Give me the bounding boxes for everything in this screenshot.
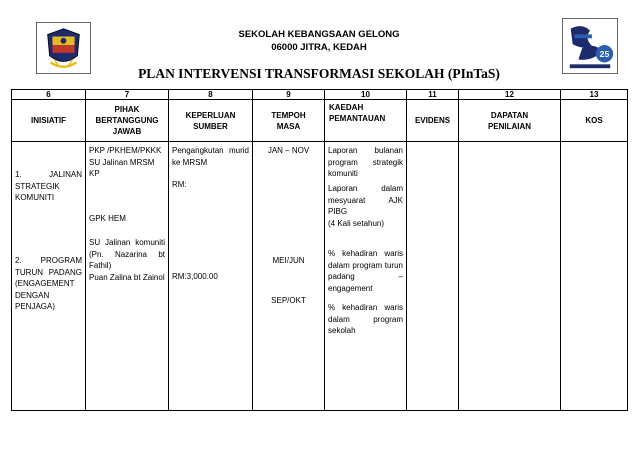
- text-line: padang –: [328, 272, 403, 281]
- plan-title: PLAN INTERVENSI TRANSFORMASI SEKOLAH (PInTaS): [138, 66, 500, 81]
- school-name: SEKOLAH KEBANGSAAN GELONG: [238, 29, 400, 40]
- text-line: (ENGAGEMENT: [15, 279, 75, 288]
- text-line: TURUN PADANG: [15, 267, 82, 277]
- header-evidens: EVIDENS: [407, 100, 459, 142]
- text-line: KOMUNITI: [15, 193, 55, 202]
- text-line: RM:3,000.00: [172, 272, 218, 281]
- column-number: 11: [407, 90, 459, 100]
- header-inisiatif: INISIATIF: [12, 100, 86, 142]
- cell-evidens: [407, 142, 459, 411]
- text-line: 1. JALINAN: [15, 170, 82, 179]
- text-line: engagement: [328, 283, 373, 293]
- text-line: ke MRSM: [172, 157, 208, 167]
- column-header-row: [12, 100, 628, 142]
- text-line: MEI/JUN: [272, 256, 305, 265]
- column-number: 7: [86, 90, 169, 100]
- header-kos: KOS: [561, 100, 628, 142]
- cell-kaedah-pemantauan: [325, 142, 407, 411]
- text-line: % kehadiran waris: [328, 249, 403, 258]
- header-keperluan-sumber: KEPERLUAN SUMBER: [169, 100, 253, 142]
- column-number: 12: [459, 90, 561, 100]
- column-number: 9: [253, 90, 325, 100]
- header-dapatan-penilaian: DAPATAN PENILAIAN: [459, 100, 561, 142]
- school-address: 06000 JITRA, KEDAH: [271, 42, 367, 53]
- column-number: 8: [169, 90, 253, 100]
- text-line: komuniti: [328, 169, 358, 178]
- text-line: JAN – NOV: [267, 146, 310, 155]
- text-line: SU Jalinan MRSM KP: [89, 157, 155, 178]
- text-line: DENGAN: [15, 290, 50, 300]
- header-pihak-bertanggungjawab: PIHAK BERTANGGUNG JAWAB: [86, 100, 169, 142]
- column-number-row: [12, 90, 628, 100]
- header-kaedah-pemantauan: KAEDAH PEMANTAUAN: [325, 100, 407, 142]
- column-number: 13: [561, 90, 628, 100]
- text-line: SU Jalinan komuniti: [89, 238, 165, 247]
- text-line: SEP/OKT: [271, 296, 306, 305]
- cell-tempoh-masa: [253, 142, 325, 411]
- svg-text:25: 25: [599, 49, 610, 60]
- column-number: 10: [325, 90, 407, 100]
- text-line: PENJAGA): [15, 302, 56, 311]
- intervention-plan-table: [11, 89, 628, 411]
- header-tempoh-masa: TEMPOH MASA: [253, 100, 325, 142]
- text-line: Fathil): [89, 261, 112, 270]
- text-line: Puan Zalina bt Zainol: [89, 272, 165, 282]
- text-line: (Pn. Nazarina bt: [89, 249, 165, 259]
- text-line: dalam program turun: [328, 260, 403, 270]
- text-line: Pengangkutan murid: [172, 146, 249, 155]
- cell-pihak-bertanggungjawab: [86, 142, 169, 411]
- text-line: program strategik: [328, 157, 403, 167]
- text-line: GPK HEM: [89, 214, 126, 223]
- cell-inisiatif: [12, 142, 86, 411]
- column-number: 6: [12, 90, 86, 100]
- text-line: dalam program: [328, 314, 403, 324]
- text-line: 2. PROGRAM: [15, 256, 82, 265]
- text-line: mesyuarat AJK PIBG: [328, 195, 403, 216]
- cell-dapatan-penilaian: [459, 142, 561, 411]
- text-line: RM:: [172, 180, 187, 189]
- text-line: (4 Kali setahun): [328, 218, 385, 228]
- text-line: PKP /PKHEM/PKKK: [89, 146, 162, 155]
- table-row: [12, 142, 628, 411]
- cell-keperluan-sumber: [169, 142, 253, 411]
- text-line: % kehadiran waris: [328, 303, 403, 312]
- text-line: sekolah: [328, 326, 356, 335]
- text-line: Laporan dalam: [328, 184, 403, 193]
- text-line: Laporan bulanan: [328, 146, 403, 155]
- text-line: STRATEGIK: [15, 181, 60, 191]
- cell-kos: [561, 142, 628, 411]
